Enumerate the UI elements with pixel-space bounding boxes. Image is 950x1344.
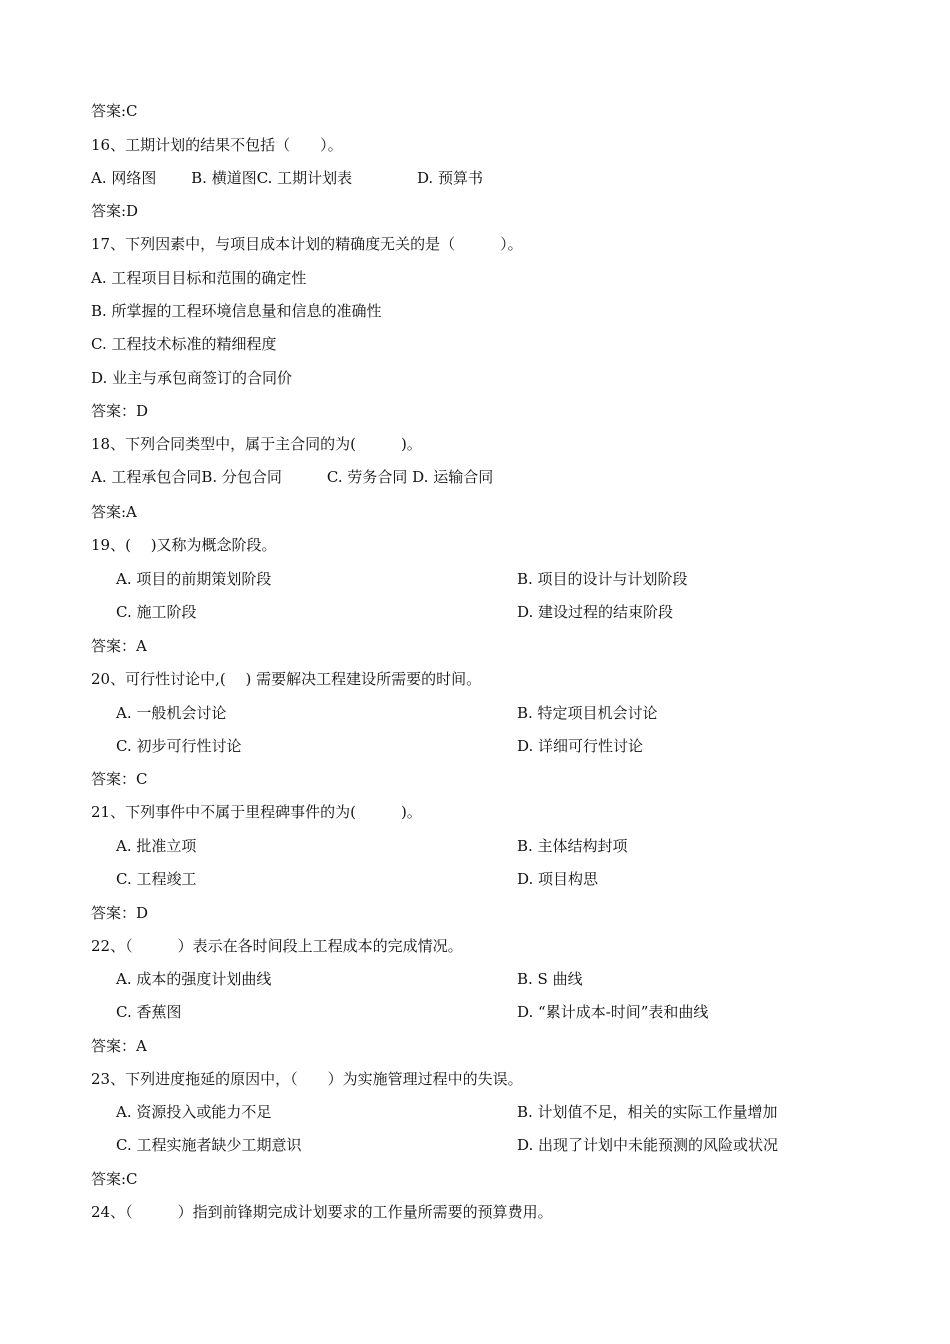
question-22-option-a: A. 成本的强度计划曲线 [116, 970, 272, 988]
question-20-option-d: D. 详细可行性讨论 [517, 737, 644, 755]
answer-22: 答案：A [91, 1037, 147, 1055]
question-22-options-row-2 [0, 1002, 950, 1022]
question-20-option-c: C. 初步可行性讨论 [116, 737, 242, 755]
question-21-option-c: C. 工程竣工 [116, 870, 197, 888]
question-21-option-b: B. 主体结构封项 [517, 837, 628, 855]
question-23-options-row-1 [0, 1102, 950, 1122]
answer-21: 答案：D [91, 904, 149, 922]
question-16-options: A. 网络图 B. 横道图C. 工期计划表 D. 预算书 [91, 169, 483, 187]
question-22-option-c: C. 香蕉图 [116, 1003, 182, 1021]
question-17-option-c: C. 工程技术标准的精细程度 [91, 335, 277, 353]
question-20-options-row-2 [0, 736, 950, 756]
answer-20: 答案：C [91, 770, 148, 788]
question-23-options-row-2 [0, 1135, 950, 1155]
question-20-option-b: B. 特定项目机会讨论 [517, 704, 658, 722]
question-22: 22、（ ）表示在各时间段上工程成本的完成情况。 [91, 937, 463, 955]
question-24: 24、（ ）指到前锋期完成计划要求的工作量所需要的预算费用。 [91, 1203, 553, 1221]
question-22-option-d: D. “累计成本-时间”表和曲线 [517, 1003, 709, 1021]
question-23-option-a: A. 资源投入或能力不足 [116, 1103, 272, 1121]
question-20-option-a: A. 一般机会讨论 [116, 704, 227, 722]
answer-17: 答案：D [91, 402, 149, 420]
answer-23: 答案:C [91, 1170, 138, 1188]
answer-16: 答案:D [91, 202, 139, 220]
question-19-option-d: D. 建设过程的结束阶段 [517, 603, 674, 621]
question-23: 23、下列进度拖延的原因中，（ ）为实施管理过程中的失误。 [91, 1070, 523, 1088]
question-19-options-row-2 [0, 602, 950, 622]
question-23-option-d: D. 出现了计划中未能预测的风险或状况 [517, 1136, 779, 1154]
question-21-options-row-2 [0, 869, 950, 889]
question-21: 21、下列事件中不属于里程碑事件的为( )。 [91, 803, 422, 821]
question-20: 20、可行性讨论中,( ) 需要解决工程建设所需要的时间。 [91, 670, 482, 688]
question-19-options-row-1 [0, 569, 950, 589]
question-22-options-row-1 [0, 969, 950, 989]
question-17-option-b: B. 所掌握的工程环境信息量和信息的准确性 [91, 302, 382, 320]
question-19-option-a: A. 项目的前期策划阶段 [116, 570, 272, 588]
question-17: 17、下列因素中，与项目成本计划的精确度无关的是（ ）。 [91, 235, 523, 253]
question-22-option-b: B. S 曲线 [517, 970, 583, 988]
question-16: 16、工期计划的结果不包括（ ）。 [91, 136, 343, 154]
question-19-option-c: C. 施工阶段 [116, 603, 197, 621]
question-21-options-row-1 [0, 836, 950, 856]
question-21-option-a: A. 批准立项 [116, 837, 197, 855]
question-23-option-b: B. 计划值不足，相关的实际工作量增加 [517, 1103, 778, 1121]
question-17-option-a: A. 工程项目目标和范围的确定性 [91, 269, 307, 287]
answer-19: 答案：A [91, 637, 147, 655]
question-18: 18、下列合同类型中，属于主合同的为( )。 [91, 435, 422, 453]
question-17-option-d: D. 业主与承包商签订的合同价 [91, 369, 293, 387]
question-18-options: A. 工程承包合同B. 分包合同 C. 劳务合同 D. 运输合同 [91, 468, 494, 486]
question-20-options-row-1 [0, 703, 950, 723]
question-19-option-b: B. 项目的设计与计划阶段 [517, 570, 688, 588]
answer-18: 答案:A [91, 503, 137, 521]
question-23-option-c: C. 工程实施者缺少工期意识 [116, 1136, 302, 1154]
question-21-option-d: D. 项目构思 [517, 870, 599, 888]
question-19: 19、( )又称为概念阶段。 [91, 536, 277, 554]
answer-15: 答案:C [91, 102, 138, 120]
